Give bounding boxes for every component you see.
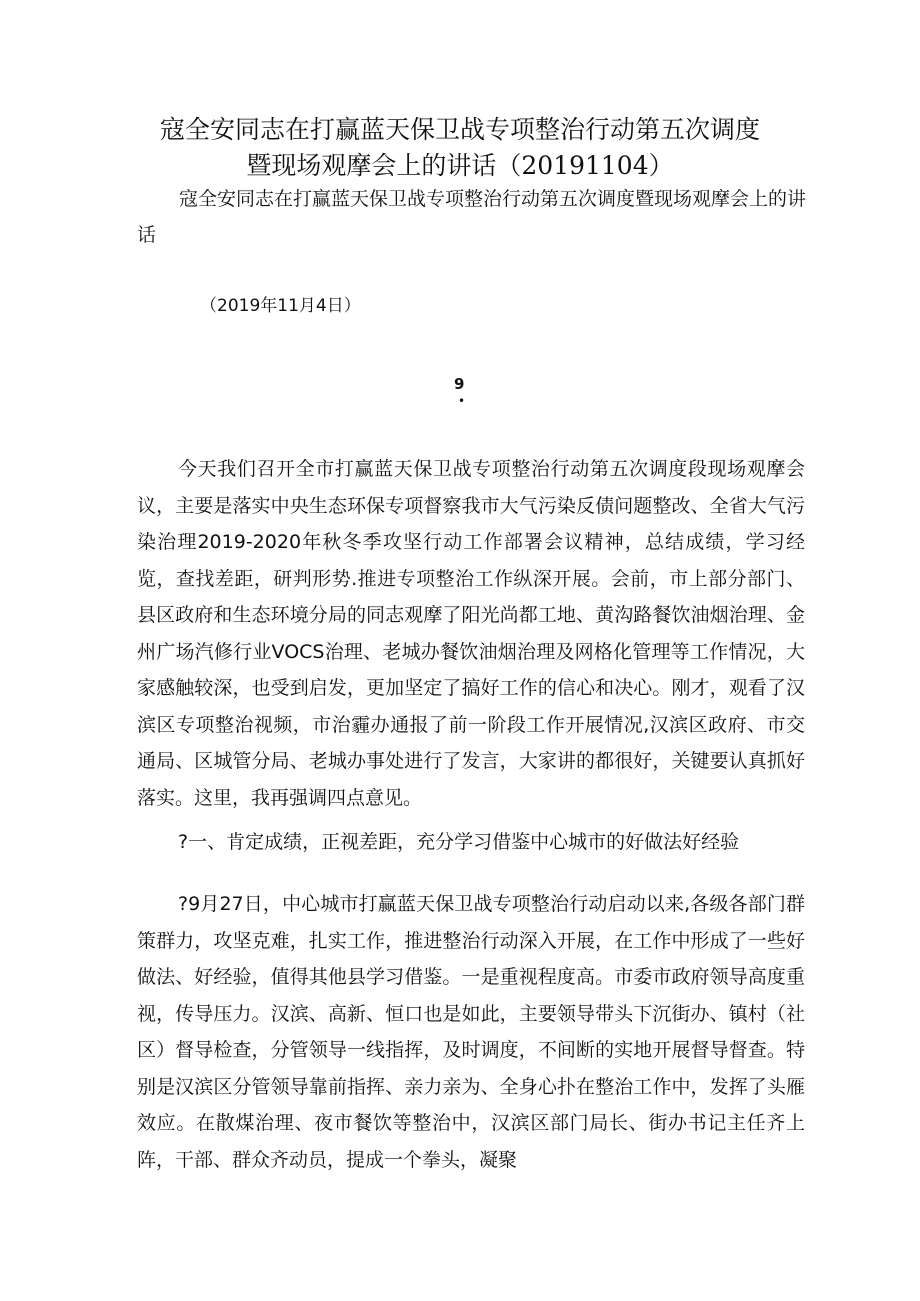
page-mark-dot: • [458, 394, 466, 408]
paragraph-intro: 今天我们召开全市打赢蓝天保卫战专项整治行动第五次调度段现场观摩会议，主要是落实中央生态环保专项督察我市大气污染反债问题整改、全省大气污染治理2019-2020年秋冬季攻坚行动工作部署会议精神，总结成绩，学习经览，查找差距，研判形势.推进专项整治工作纵深开展。会前，市上部分部门、县区政府和生态环境分局的同志观摩了阳光尚都工地、黄沟路餐饮油烟治理、金州广场汽修行业VOCS治理、老城办餐饮油烟治理及网格化管理等工作情况，大家感触较深，也受到启发，更加坚定了搞好工作的信心和决心。刚才，观看了汉滨区专项整治视频，市治霾办通报了前一阶段工作开展情况,汉滨区政府、市交通局、区城管分局、老城办事处进行了发言，大家讲的都很好，关键要认真抓好落实。这里，我再强调四点意见。 [137, 458, 805, 809]
speech-date: （2019年11月4日） [200, 296, 361, 316]
paragraph-section-1: ?9月27日，中心城市打赢蓝天保卫战专项整治行动启动以来,各级各部门群策群力，攻坚克难，扎实工作，推进整治行动深入开展，在工作中形成了一些好做法、好经验，值得其他县学习借鉴。一是重视程度高。市委市政府领导高度重视，传导压力。汉滨、高新、恒口也是如此，主要领导带头下沉街办、镇村（社区）督导检查，分管领导一线指挥，及时调度，不间断的实地开展督导督查。特别是汉滨区分管领导靠前指挥、亲力亲为、全身心扑在整治工作中，发挥了头雁效应。在散煤治理、夜市餐饮等整治中，汉滨区部门局长、街办书记主任齐上阵，干部、群众齐动员，提成一个拳头，凝聚 [137, 893, 805, 1171]
document-subtitle: 寇全安同志在打赢蓝天保卫战专项整治行动第五次调度暨现场观摩会上的讲话 [137, 188, 807, 246]
page-mark: 9 [454, 375, 465, 393]
section-heading-1: ?一、肯定成绩，正视差距，充分学习借鉴中心城市的好做法好经验 [178, 831, 740, 853]
document-title: 寇全安同志在打赢蓝天保卫战专项整治行动第五次调度暨现场观摩会上的讲话（20191104） [159, 115, 760, 180]
